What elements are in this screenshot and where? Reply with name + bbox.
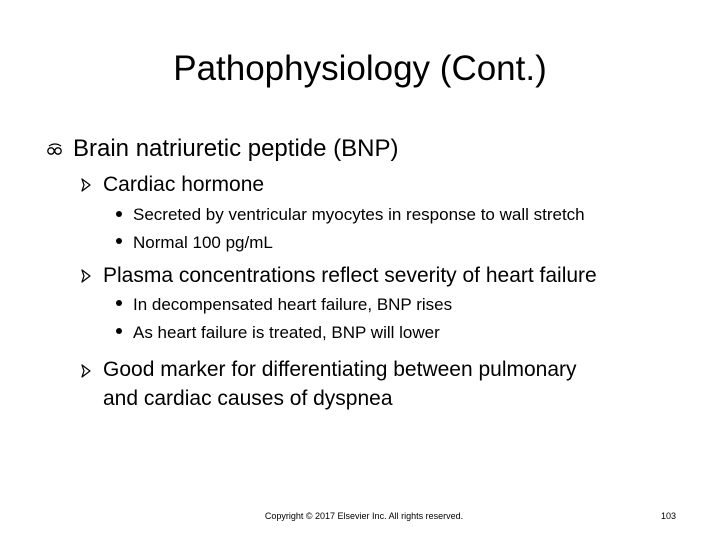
dot-bullet-icon [116, 238, 122, 244]
arrow-bullet-icon [81, 364, 91, 378]
double-ring-bullet-icon [46, 142, 64, 156]
dot-bullet-icon [116, 300, 122, 306]
dot-bullet-icon [116, 328, 122, 334]
detail-secreted-by-ventricular-myocytes: Secreted by ventricular myocytes in response to wall stretch [133, 205, 585, 224]
subbullet-cardiac-hormone: Cardiac hormone [103, 173, 265, 196]
dot-bullet-icon [116, 211, 122, 217]
subbullet-good-marker-line2: and cardiac causes of dyspnea [103, 387, 393, 410]
detail-bnp-rises: In decompensated heart failure, BNP rises [133, 295, 453, 314]
footer-page-number: 103 [661, 511, 677, 521]
subbullet-good-marker-line1: Good marker for differentiating between pulmonary [103, 358, 577, 381]
detail-bnp-lowers: As heart failure is treated, BNP will lower [133, 323, 440, 342]
footer-copyright: Copyright © 2017 Elsevier Inc. All rights reserved. [264, 511, 464, 521]
detail-normal-range: Normal 100 pg/mL [133, 233, 273, 252]
arrow-bullet-icon [81, 269, 91, 283]
subbullet-plasma-concentrations: Plasma concentrations reflect severity of heart failure [103, 264, 597, 287]
slide-title: Pathophysiology (Cont.) [173, 49, 547, 88]
arrow-bullet-icon [81, 178, 91, 192]
bullet-brain-natriuretic-peptide: Brain natriuretic peptide (BNP) [73, 135, 399, 162]
